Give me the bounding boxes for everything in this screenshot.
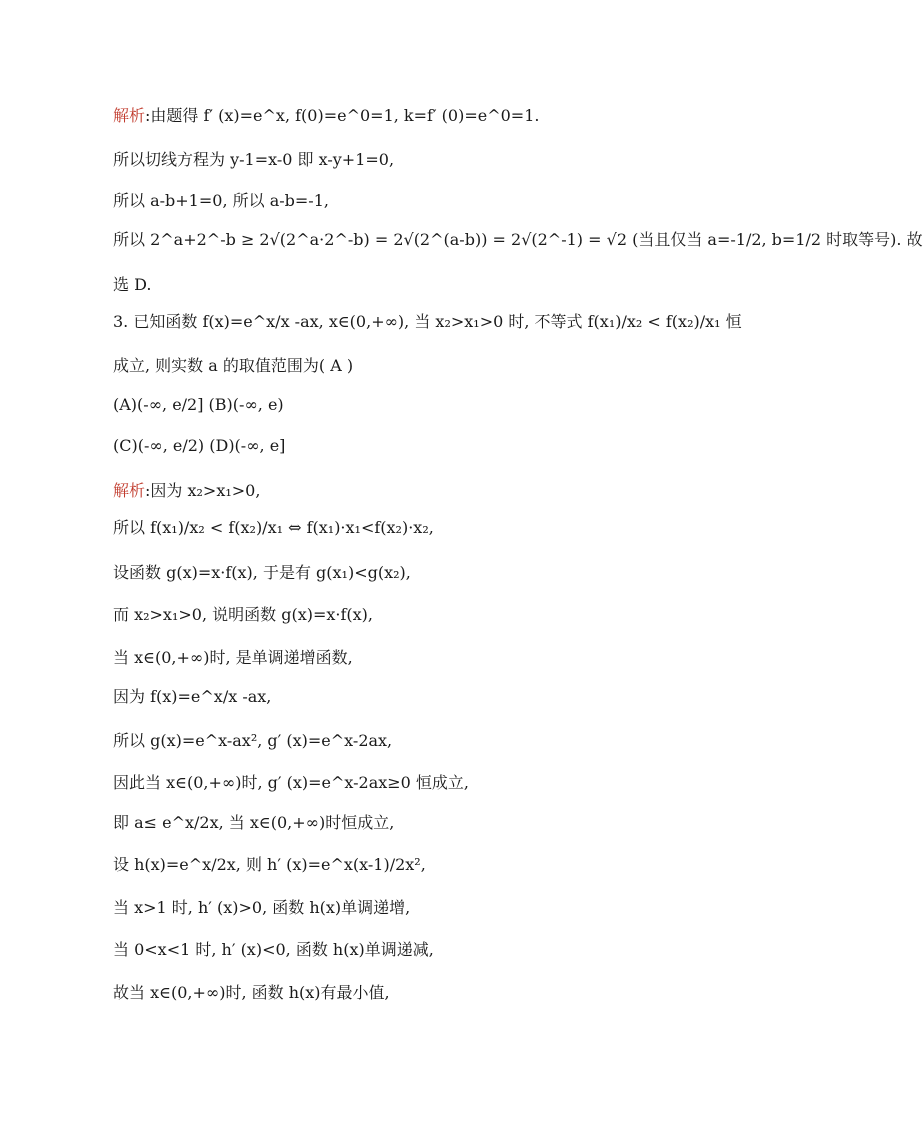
question-3-stem-cont: 成立, 则实数 a 的取值范围为( A )	[113, 356, 354, 375]
line-18: 即 a≤ e^x/2x, 当 x∈(0,+∞)时恒成立,	[113, 813, 395, 832]
question-3-stem: 3. 已知函数 f(x)=e^x/x -ax, x∈(0,+∞), 当 x₂>x₁>0 时, 不等式 f(x₁)/x₂ < f(x₂)/x₁ 恒	[113, 312, 742, 331]
line-text: :由题得 f′ (x)=e^x, f(0)=e^0=1, k=f′ (0)=e^0=1.	[145, 106, 540, 125]
options-cd: (C)(-∞, e/2) (D)(-∞, e]	[113, 436, 286, 455]
line-20: 当 x>1 时, h′ (x)>0, 函数 h(x)单调递增,	[113, 898, 411, 917]
line-21: 当 0<x<1 时, h′ (x)<0, 函数 h(x)单调递减,	[113, 940, 434, 959]
line-12: 设函数 g(x)=x·f(x), 于是有 g(x₁)<g(x₂),	[113, 563, 411, 582]
line-4: 所以 2^a+2^-b ≥ 2√(2^a·2^-b) = 2√(2^(a-b)) = 2√(2^-1) = √2 (当且仅当 a=-1/2, b=1/2 时取等号). 故	[113, 230, 923, 249]
line-1	[113, 108, 539, 124]
analysis-label: 解析	[113, 481, 146, 500]
analysis-label: 解析	[113, 106, 146, 125]
line-3: 所以 a-b+1=0, 所以 a-b=-1,	[113, 191, 329, 210]
line-14: 当 x∈(0,+∞)时, 是单调递增函数,	[113, 648, 353, 667]
line-text: :因为 x₂>x₁>0,	[145, 481, 261, 500]
line-19: 设 h(x)=e^x/2x, 则 h′ (x)=e^x(x-1)/2x²,	[113, 855, 426, 874]
line-11: 所以 f(x₁)/x₂ < f(x₂)/x₁ ⇔ f(x₁)·x₁<f(x₂)·x₂,	[113, 518, 434, 537]
line-5: 选 D.	[113, 275, 152, 294]
options-ab: (A)(-∞, e/2] (B)(-∞, e)	[113, 395, 284, 414]
line-2: 所以切线方程为 y-1=x-0 即 x-y+1=0,	[113, 150, 395, 169]
line-22: 故当 x∈(0,+∞)时, 函数 h(x)有最小值,	[113, 983, 390, 1002]
line-17: 因此当 x∈(0,+∞)时, g′ (x)=e^x-2ax≥0 恒成立,	[113, 773, 470, 792]
line-15: 因为 f(x)=e^x/x -ax,	[113, 687, 272, 706]
line-analysis-2	[113, 483, 260, 499]
line-13: 而 x₂>x₁>0, 说明函数 g(x)=x·f(x),	[113, 605, 373, 624]
line-16: 所以 g(x)=e^x-ax², g′ (x)=e^x-2ax,	[113, 731, 393, 750]
